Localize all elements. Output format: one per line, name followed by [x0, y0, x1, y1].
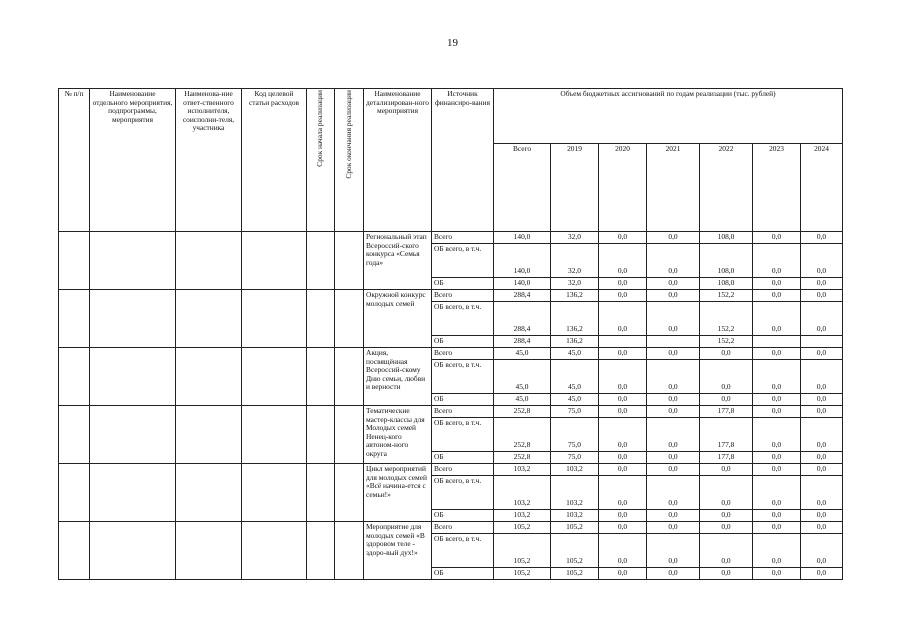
amount-cell: 0,0 — [753, 360, 801, 394]
amount-cell: 105,2 — [551, 534, 599, 568]
executor-cell — [176, 290, 242, 348]
amount-cell: 0,0 — [753, 534, 801, 568]
amount-cell: 0,0 — [753, 302, 801, 336]
amount-cell: 0,0 — [647, 464, 700, 476]
amount-cell: 75,0 — [551, 406, 599, 418]
amount-cell: 0,0 — [599, 510, 647, 522]
amount-cell: 0,0 — [753, 510, 801, 522]
funding-source-cell: Всего — [432, 406, 494, 418]
amount-cell: 0,0 — [599, 452, 647, 464]
header-target-code: Код целевой статьи расходов — [242, 89, 307, 232]
funding-source-cell: ОБ всего, в т.ч. — [432, 476, 494, 510]
amount-cell — [647, 336, 700, 348]
table-row — [59, 522, 843, 534]
amount-cell: 0,0 — [599, 522, 647, 534]
start-date-cell — [307, 464, 335, 522]
amount-cell: 0,0 — [801, 302, 843, 336]
amount-cell: 0,0 — [753, 452, 801, 464]
header-year-2022: 2022 — [700, 144, 753, 232]
amount-cell — [801, 336, 843, 348]
amount-cell: 75,0 — [551, 418, 599, 452]
num-cell — [59, 522, 90, 580]
detailed-event-name: Региональный этап Всероссий-ского конкурса «Семья года» — [364, 232, 432, 290]
amount-cell: 0,0 — [753, 394, 801, 406]
amount-cell: 0,0 — [599, 406, 647, 418]
amount-cell: 288,4 — [494, 336, 551, 348]
funding-source-cell: ОБ всего, в т.ч. — [432, 302, 494, 336]
amount-cell: 0,0 — [753, 348, 801, 360]
amount-cell: 103,2 — [551, 464, 599, 476]
amount-cell: 0,0 — [647, 476, 700, 510]
header-start-date: Срок начала реализации — [307, 89, 335, 232]
amount-cell: 45,0 — [551, 394, 599, 406]
amount-cell: 0,0 — [599, 348, 647, 360]
table-row — [59, 232, 843, 244]
amount-cell: 105,2 — [551, 568, 599, 580]
end-date-cell — [335, 348, 364, 406]
end-date-cell — [335, 406, 364, 464]
amount-cell: 105,2 — [494, 534, 551, 568]
target-code-cell — [242, 290, 307, 348]
end-date-cell — [335, 522, 364, 580]
target-code-cell — [242, 522, 307, 580]
start-date-cell — [307, 232, 335, 290]
amount-cell: 0,0 — [753, 522, 801, 534]
amount-cell: 140,0 — [494, 244, 551, 278]
amount-cell: 45,0 — [494, 360, 551, 394]
amount-cell: 0,0 — [801, 360, 843, 394]
amount-cell: 0,0 — [753, 278, 801, 290]
funding-source-cell: ОБ всего, в т.ч. — [432, 418, 494, 452]
amount-cell: 45,0 — [551, 348, 599, 360]
detailed-event-name: Окружной конкурс молодых семей — [364, 290, 432, 348]
header-year-total: Всего — [494, 144, 551, 232]
header-funding-source: Источник финансиро-вания — [432, 89, 494, 232]
detailed-event-name: Мероприятие для молодых семей «В здоровом теле - здоро-вый дух!» — [364, 522, 432, 580]
amount-cell: 0,0 — [647, 394, 700, 406]
end-date-cell — [335, 464, 364, 522]
amount-cell: 252,8 — [494, 452, 551, 464]
amount-cell: 0,0 — [801, 348, 843, 360]
detailed-event-name: Цикл мероприятий для молодых семей «Всё начина-ется с семьи!» — [364, 464, 432, 522]
num-cell — [59, 232, 90, 290]
amount-cell: 0,0 — [801, 290, 843, 302]
amount-cell: 0,0 — [801, 394, 843, 406]
amount-cell: 0,0 — [647, 452, 700, 464]
amount-cell: 0,0 — [801, 464, 843, 476]
amount-cell: 108,0 — [700, 278, 753, 290]
amount-cell: 0,0 — [801, 476, 843, 510]
num-cell — [59, 290, 90, 348]
event-name-cell — [90, 464, 176, 522]
amount-cell: 288,4 — [494, 302, 551, 336]
header-end-date: Срок окончания реализации — [335, 89, 364, 232]
amount-cell: 0,0 — [647, 522, 700, 534]
amount-cell: 0,0 — [753, 244, 801, 278]
amount-cell: 32,0 — [551, 244, 599, 278]
end-date-cell — [335, 232, 364, 290]
executor-cell — [176, 406, 242, 464]
header-year-2021: 2021 — [647, 144, 700, 232]
amount-cell: 0,0 — [700, 360, 753, 394]
amount-cell: 0,0 — [700, 510, 753, 522]
amount-cell: 0,0 — [647, 360, 700, 394]
executor-cell — [176, 348, 242, 406]
event-name-cell — [90, 232, 176, 290]
amount-cell: 0,0 — [599, 394, 647, 406]
detailed-event-name: Акция, посвящённая Всероссий-скому Дню семьи, любви и верности — [364, 348, 432, 406]
amount-cell: 136,2 — [551, 302, 599, 336]
amount-cell: 0,0 — [700, 464, 753, 476]
header-event-name: Наименование отдельного мероприятия, подпрограммы, мероприятия — [90, 89, 176, 232]
amount-cell: 108,0 — [700, 232, 753, 244]
amount-cell: 0,0 — [647, 510, 700, 522]
amount-cell: 0,0 — [753, 232, 801, 244]
funding-source-cell: ОБ всего, в т.ч. — [432, 360, 494, 394]
amount-cell: 0,0 — [801, 406, 843, 418]
amount-cell: 288,4 — [494, 290, 551, 302]
amount-cell: 0,0 — [753, 568, 801, 580]
funding-source-cell: Всего — [432, 232, 494, 244]
funding-source-cell: ОБ — [432, 452, 494, 464]
amount-cell: 0,0 — [700, 476, 753, 510]
funding-source-cell: ОБ всего, в т.ч. — [432, 244, 494, 278]
amount-cell: 0,0 — [647, 418, 700, 452]
amount-cell: 0,0 — [647, 568, 700, 580]
amount-cell: 108,0 — [700, 244, 753, 278]
amount-cell: 0,0 — [647, 406, 700, 418]
amount-cell: 140,0 — [494, 278, 551, 290]
amount-cell — [753, 336, 801, 348]
amount-cell: 0,0 — [801, 452, 843, 464]
amount-cell: 45,0 — [494, 348, 551, 360]
amount-cell: 0,0 — [801, 568, 843, 580]
amount-cell: 252,8 — [494, 406, 551, 418]
header-budget: Объем бюджетных ассигнований по годам реализации (тыс. рублей) — [494, 89, 843, 144]
amount-cell: 105,2 — [551, 522, 599, 534]
amount-cell: 152,2 — [700, 302, 753, 336]
amount-cell: 0,0 — [801, 510, 843, 522]
funding-source-cell: Всего — [432, 522, 494, 534]
amount-cell: 0,0 — [599, 568, 647, 580]
table-row — [59, 406, 843, 418]
funding-source-cell: Всего — [432, 290, 494, 302]
amount-cell: 105,2 — [494, 522, 551, 534]
funding-source-cell: ОБ — [432, 510, 494, 522]
amount-cell: 0,0 — [801, 232, 843, 244]
detailed-event-name: Тематические мастер-классы для Молодых семей Ненец-кого автоном-ного округа — [364, 406, 432, 464]
amount-cell: 177,8 — [700, 418, 753, 452]
target-code-cell — [242, 406, 307, 464]
amount-cell: 32,0 — [551, 232, 599, 244]
amount-cell: 0,0 — [599, 232, 647, 244]
event-name-cell — [90, 522, 176, 580]
amount-cell: 0,0 — [599, 244, 647, 278]
amount-cell: 177,8 — [700, 452, 753, 464]
amount-cell: 103,2 — [551, 476, 599, 510]
amount-cell: 0,0 — [700, 568, 753, 580]
amount-cell: 0,0 — [801, 244, 843, 278]
amount-cell: 0,0 — [599, 418, 647, 452]
executor-cell — [176, 522, 242, 580]
amount-cell: 0,0 — [753, 464, 801, 476]
amount-cell: 45,0 — [551, 360, 599, 394]
funding-source-cell: ОБ — [432, 568, 494, 580]
amount-cell: 0,0 — [753, 476, 801, 510]
amount-cell: 252,8 — [494, 418, 551, 452]
amount-cell: 103,2 — [494, 464, 551, 476]
target-code-cell — [242, 232, 307, 290]
amount-cell: 103,2 — [551, 510, 599, 522]
start-date-cell — [307, 348, 335, 406]
event-name-cell — [90, 290, 176, 348]
amount-cell: 152,2 — [700, 336, 753, 348]
amount-cell: 0,0 — [599, 476, 647, 510]
amount-cell: 152,2 — [700, 290, 753, 302]
amount-cell: 0,0 — [647, 244, 700, 278]
amount-cell: 0,0 — [599, 360, 647, 394]
target-code-cell — [242, 348, 307, 406]
amount-cell: 0,0 — [647, 348, 700, 360]
amount-cell: 0,0 — [700, 394, 753, 406]
amount-cell: 103,2 — [494, 510, 551, 522]
num-cell — [59, 464, 90, 522]
amount-cell: 0,0 — [647, 534, 700, 568]
amount-cell: 0,0 — [599, 302, 647, 336]
start-date-cell — [307, 522, 335, 580]
amount-cell: 0,0 — [647, 302, 700, 336]
start-date-cell — [307, 290, 335, 348]
header-year-2019: 2019 — [551, 144, 599, 232]
header-executor: Наименова-ние ответ-ственного исполнителя, соисполни-теля, участника — [176, 89, 242, 232]
amount-cell: 0,0 — [753, 418, 801, 452]
amount-cell: 103,2 — [494, 476, 551, 510]
amount-cell: 0,0 — [753, 290, 801, 302]
table-row — [59, 348, 843, 360]
amount-cell: 0,0 — [647, 290, 700, 302]
header-year-2020: 2020 — [599, 144, 647, 232]
amount-cell: 0,0 — [753, 406, 801, 418]
amount-cell: 136,2 — [551, 290, 599, 302]
end-date-cell — [335, 290, 364, 348]
budget-table — [58, 88, 843, 580]
amount-cell: 0,0 — [801, 522, 843, 534]
funding-source-cell: ОБ всего, в т.ч. — [432, 534, 494, 568]
page-number: 19 — [447, 37, 458, 49]
funding-source-cell: ОБ — [432, 394, 494, 406]
event-name-cell — [90, 406, 176, 464]
amount-cell: 0,0 — [801, 418, 843, 452]
amount-cell: 136,2 — [551, 336, 599, 348]
event-name-cell — [90, 348, 176, 406]
amount-cell: 0,0 — [599, 464, 647, 476]
amount-cell — [599, 336, 647, 348]
amount-cell: 75,0 — [551, 452, 599, 464]
amount-cell: 105,2 — [494, 568, 551, 580]
amount-cell: 0,0 — [700, 522, 753, 534]
amount-cell: 140,0 — [494, 232, 551, 244]
amount-cell: 0,0 — [700, 348, 753, 360]
table-row — [59, 464, 843, 476]
funding-source-cell: Всего — [432, 464, 494, 476]
header-year-2023: 2023 — [753, 144, 801, 232]
executor-cell — [176, 232, 242, 290]
amount-cell: 0,0 — [801, 534, 843, 568]
header-year-2024: 2024 — [801, 144, 843, 232]
funding-source-cell: ОБ — [432, 278, 494, 290]
amount-cell: 0,0 — [599, 534, 647, 568]
amount-cell: 0,0 — [599, 290, 647, 302]
target-code-cell — [242, 464, 307, 522]
amount-cell: 0,0 — [647, 278, 700, 290]
amount-cell: 177,8 — [700, 406, 753, 418]
funding-source-cell: ОБ — [432, 336, 494, 348]
start-date-cell — [307, 406, 335, 464]
table-row — [59, 290, 843, 302]
executor-cell — [176, 464, 242, 522]
header-detailed-event: Наименование детализирован-ного мероприятия — [364, 89, 432, 232]
amount-cell: 0,0 — [599, 278, 647, 290]
amount-cell: 45,0 — [494, 394, 551, 406]
num-cell — [59, 406, 90, 464]
num-cell — [59, 348, 90, 406]
funding-source-cell: Всего — [432, 348, 494, 360]
amount-cell: 0,0 — [801, 278, 843, 290]
header-num: № п/п — [59, 89, 90, 232]
amount-cell: 0,0 — [700, 534, 753, 568]
amount-cell: 0,0 — [647, 232, 700, 244]
amount-cell: 32,0 — [551, 278, 599, 290]
